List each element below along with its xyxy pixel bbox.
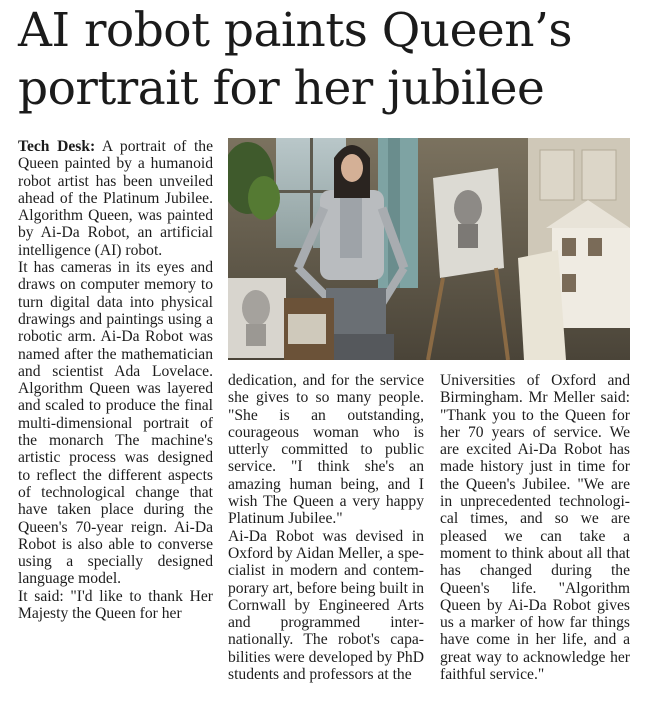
paragraph: It said: "I'd like to thank Her Majesty the Queen for her <box>18 587 213 623</box>
paragraph: dedication, and for the service she gives to so many people. "She is an outstanding, courageous woman who is utterly committed to public service. "I think she's an amazing human being, and I wish The Queen a very happy Platinum Jubilee." <box>228 372 424 528</box>
paragraph: Universities of Oxford and Birmingham. Mr Meller said: "Thank you to the Queen for her 70 years of service. We are excited Ai-Da Robot has made history just in time for the Queen's Jubilee. "We are in unprecedented technological times, and so we are pleased we can take a moment to think about all that has changed during the Queen's life. "Algorithm Queen by Ai-Da Robot gives us a marker of how far things have come in her life, and a great way to acknowledge her faithful service." <box>440 372 630 684</box>
column-2 <box>228 372 424 683</box>
column-1 <box>18 138 213 622</box>
robot-photo-illustration <box>228 138 630 360</box>
paragraph <box>18 138 213 259</box>
paragraph: Ai-Da Robot was devised in Oxford by Aidan Meller, a specialist in modern and contemporary art, before being built in Cornwall by Engineered Arts and programmed internationally. The robot's capabilities were developed by PhD students and professors at the <box>228 527 424 684</box>
dateline: Tech Desk: <box>18 138 96 155</box>
robot-photo <box>228 138 630 360</box>
paragraph: It has cameras in its eyes and draws on computer memory to turn digital data into physical drawings and paintings using a robotic arm. Ai-Da Robot was named after the mathematician and scientist Ada Lovelace. Algorithm Queen was layered and scaled to produce the final multi-dimensional portrait of the monarch The machine's artistic process was designed to reflect the different aspects of technological change that have taken place during the Queen's 70-year reign. Ai-Da Robot is also able to converse using a specially designed language model. <box>18 259 213 588</box>
column-3 <box>440 372 630 683</box>
headline: AI robot paints Queen’s portrait for her jubilee <box>18 3 573 116</box>
paragraph-text: A portrait of the Queen painted by a humanoid robot artist has been unveiled ahead of the Platinum Jubilee. Algorithm Queen, was painted by Ai-Da Robot, an artificial intelligence (AI) robot. <box>18 138 213 259</box>
